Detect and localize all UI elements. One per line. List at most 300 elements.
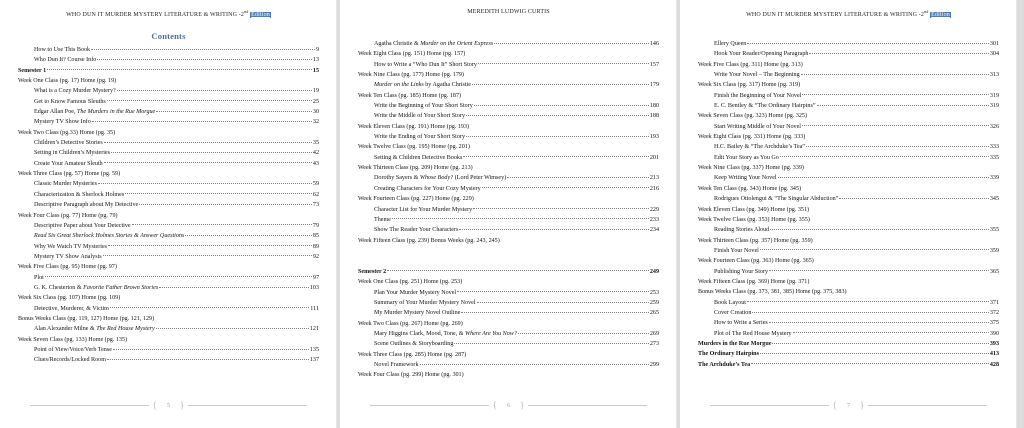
toc-page-number: 13 (312, 57, 319, 64)
toc-leader-dots (156, 328, 309, 329)
toc-leader-dots (802, 94, 989, 95)
running-header-title (18, 6, 319, 18)
toc-entry[interactable] (358, 215, 659, 225)
footer-rule-right (528, 405, 647, 406)
toc-entry-title-italic: Read Six Great Sherlock Holmes Stories & Answer Questions (34, 233, 185, 240)
toc-entry-label-text: Week Two Class (pg.33) Home (pg. 35) (18, 129, 116, 136)
toc-entry[interactable] (698, 173, 999, 183)
toc-section-heading[interactable] (698, 236, 999, 246)
header-spacer (698, 18, 999, 37)
toc-page-number: 9 (315, 47, 319, 53)
table-of-contents (358, 39, 659, 381)
toc-entry[interactable] (358, 60, 659, 70)
toc-entry[interactable] (358, 288, 659, 298)
toc-entry-label (358, 236, 500, 246)
toc-entry[interactable] (698, 225, 999, 235)
toc-leader-dots (45, 276, 312, 277)
toc-page-number: 97 (312, 274, 319, 281)
toc-page-number: 137 (309, 357, 319, 364)
toc-section-heading[interactable] (358, 49, 659, 59)
toc-section-heading[interactable] (358, 370, 659, 380)
toc-page-number: 92 (312, 253, 319, 260)
document-page[interactable] (340, 0, 677, 428)
toc-entry[interactable] (18, 107, 319, 117)
toc-entry-label-text: Creating Characters for Your Cozy Mystery (374, 185, 481, 192)
toc-entry-label (714, 91, 801, 101)
toc-page-number: 326 (989, 123, 999, 130)
toc-entry-label-text: Plan Your Murder Mystery Novel (374, 289, 457, 296)
toc-entry-label (34, 355, 106, 365)
toc-entry-label-text: Week Three Class (pg. 57) Home (pg. 59) (18, 171, 121, 178)
toc-entry-label (34, 273, 44, 283)
toc-entry-label-text: Edgar Allan Poe, (34, 109, 77, 116)
toc-entry[interactable] (698, 142, 999, 152)
toc-leader-dots (463, 156, 649, 157)
toc-entry[interactable] (698, 339, 999, 349)
toc-entry-label (698, 111, 807, 121)
toc-section-heading[interactable] (358, 277, 659, 287)
toc-leader-dots (97, 59, 312, 60)
footer-rule-left (710, 405, 829, 406)
toc-entry[interactable] (698, 39, 999, 49)
document-page[interactable] (680, 0, 1017, 428)
toc-entry-label-text: The Archduke’s Tea (698, 361, 751, 368)
toc-entry-label (374, 111, 465, 121)
toc-leader-dots (760, 249, 989, 250)
edition-link[interactable]: Edition (931, 12, 950, 18)
toc-page-number: 179 (649, 82, 659, 89)
toc-entry-label-text: Detective, Murderer, & Victim (34, 305, 109, 312)
toc-entry-label-text: Get to Know Famous Sleuths (34, 98, 106, 105)
toc-page-number: 253 (649, 289, 659, 296)
toc-entry-label (698, 256, 814, 266)
toc-entry[interactable] (698, 267, 999, 277)
toc-entry-label (358, 70, 464, 80)
toc-entry[interactable] (18, 283, 319, 293)
toc-entry-label (358, 49, 465, 59)
toc-entry-label-text: Children’s Detective Stories (34, 140, 103, 147)
toc-section-heading[interactable] (18, 314, 319, 324)
toc-leader-dots (747, 43, 989, 44)
toc-section-heading[interactable] (18, 169, 319, 179)
toc-entry[interactable] (698, 70, 999, 80)
toc-entry-label-text: Theme (374, 216, 391, 223)
toc-leader-dots (809, 53, 988, 54)
toc-section-heading[interactable] (358, 236, 659, 246)
toc-section-heading[interactable] (358, 122, 659, 132)
toc-entry[interactable] (358, 132, 659, 142)
toc-entry-label (714, 267, 768, 277)
toc-entry[interactable] (698, 360, 999, 370)
toc-entry-label-text: How to Write a “Who Dun It” Short Story (374, 61, 477, 68)
toc-section-heading[interactable] (358, 194, 659, 204)
toc-entry-label-text: Agatha Christie & (374, 41, 421, 47)
toc-entry[interactable] (18, 97, 319, 107)
toc-page-number: 355 (989, 227, 999, 234)
toc-page-number: 365 (989, 268, 999, 275)
toc-entry[interactable] (698, 246, 999, 256)
toc-page-number: 234 (649, 227, 659, 234)
toc-entry-label (374, 184, 481, 194)
toc-section-heading[interactable] (18, 293, 319, 303)
toc-entry-label (18, 293, 120, 303)
footer-bracket-right: } (860, 400, 865, 410)
toc-page-number: 393 (989, 340, 999, 347)
toc-entry[interactable] (358, 329, 659, 339)
footer-rule-left (30, 405, 149, 406)
toc-entry-label (374, 215, 391, 225)
toc-entry-label (358, 91, 461, 101)
toc-entry-label-text: Hook Your Reader/Opening Paragraph (714, 51, 809, 58)
toc-entry-label (374, 39, 493, 49)
toc-entry-label (358, 277, 462, 287)
toc-section-heading[interactable] (358, 70, 659, 80)
toc-entry[interactable] (18, 138, 319, 148)
contents-title: Contents (151, 31, 186, 41)
toc-entry-label-text: Character List for Your Murder Mystery (374, 206, 473, 213)
toc-entry-label-text: Dorothy Sayers & (374, 175, 420, 182)
toc-entry-label (34, 221, 131, 231)
toc-entry-label-text: Novel Framework (374, 361, 419, 368)
footer-rule-right (868, 405, 987, 406)
toc-section-heading[interactable] (358, 142, 659, 152)
running-header-author (358, 6, 659, 18)
footer-rule-right (188, 405, 307, 406)
toc-entry[interactable] (358, 298, 659, 308)
toc-entry-label-text: Ellery Queen (714, 41, 747, 47)
toc-page-number: 19 (312, 88, 319, 95)
toc-entry[interactable] (358, 360, 659, 370)
toc-page-number: 428 (989, 361, 999, 368)
toc-entry[interactable] (358, 80, 659, 90)
toc-entry-label (374, 308, 460, 318)
toc-entry[interactable] (698, 122, 999, 132)
toc-entry[interactable] (18, 179, 319, 189)
toc-leader-dots (769, 322, 989, 323)
toc-entry-label-text: Write the Middle of Your Short Story (374, 113, 465, 120)
toc-entry[interactable] (18, 190, 319, 200)
toc-entry[interactable] (358, 153, 659, 163)
toc-entry[interactable] (18, 66, 319, 76)
toc-entry[interactable] (358, 308, 659, 318)
toc-page-number: 259 (649, 299, 659, 306)
toc-entry-label (374, 153, 462, 163)
toc-leader-dots (806, 146, 989, 147)
toc-page-number: 213 (649, 175, 659, 182)
toc-entry-label (34, 231, 184, 241)
page-footer (680, 401, 1017, 410)
toc-entry-label-text: Week Six Class (pg. 317) Home (pg. 319) (698, 82, 801, 89)
toc-entry-label (714, 173, 777, 183)
toc-leader-dots (760, 353, 989, 354)
toc-entry[interactable] (18, 231, 319, 241)
toc-entry[interactable] (18, 345, 319, 355)
toc-entry-label (714, 70, 800, 80)
toc-entry-label-text: Week Twelve Class (pg. 195) Home (pg. 201) (358, 144, 470, 151)
toc-entry-label-suffix: by Agatha Christie (423, 82, 471, 89)
toc-entry[interactable] (358, 339, 659, 349)
toc-page-number: 372 (989, 309, 999, 316)
toc-entry[interactable] (358, 101, 659, 111)
toc-page-number: 79 (312, 222, 319, 229)
toc-entry-label (714, 298, 746, 308)
toc-entry-label-text: Week Fifteen Class (pg. 239) Bonus Weeks (pg. 243, 245) (358, 237, 500, 244)
toc-entry-label (698, 349, 759, 359)
toc-page-number: 359 (989, 247, 999, 254)
page-edge (1016, 0, 1017, 428)
toc-page-number: 304 (989, 51, 999, 58)
toc-entry-label-text: Finish Your Novel (714, 247, 759, 254)
toc-entry[interactable] (18, 200, 319, 210)
toc-entry-label (34, 148, 110, 158)
toc-entry-label-text: Write Your Novel – The Beginning (714, 72, 800, 79)
toc-entry-label-text: Alan Alexander Milne & (34, 326, 97, 333)
toc-entry-label-text: Week Eleven Class (pg. 191) Home (pg. 193) (358, 123, 470, 130)
toc-page-number: 157 (649, 61, 659, 68)
toc-section-heading[interactable] (358, 319, 659, 329)
toc-entry[interactable] (18, 117, 319, 127)
running-header-ordinal: nd (244, 9, 249, 14)
toc-entry[interactable] (698, 153, 999, 163)
toc-section-heading[interactable] (358, 163, 659, 173)
toc-section-heading[interactable] (698, 132, 999, 142)
toc-section-heading[interactable] (18, 335, 319, 345)
toc-section-heading[interactable] (698, 287, 999, 297)
toc-page-number: 301 (989, 41, 999, 47)
toc-entry[interactable] (358, 184, 659, 194)
toc-entry-label (714, 49, 808, 59)
footer-bracket-right: } (520, 400, 525, 410)
toc-entry-label (358, 194, 474, 204)
toc-leader-dots (769, 270, 989, 271)
toc-entry-label-text: Show The Reader Your Characters (374, 227, 459, 234)
toc-page-number: 121 (309, 326, 319, 333)
toc-entry[interactable] (18, 273, 319, 283)
toc-leader-dots (107, 359, 309, 360)
toc-entry-label (714, 194, 838, 204)
toc-entry[interactable] (698, 329, 999, 339)
toc-entry-label (698, 277, 809, 287)
toc-entry-label (374, 360, 419, 370)
toc-entry-label-text: Setting in Children’s Mysteries (34, 150, 110, 157)
toc-entry[interactable] (358, 267, 659, 277)
toc-entry[interactable] (18, 148, 319, 158)
toc-section-heading[interactable] (358, 350, 659, 360)
toc-entry-label-text: Bonus Weeks Class (pg. 373, 381, 385) Home (pg. 375, 383) (698, 289, 847, 296)
toc-leader-dots (751, 363, 989, 364)
toc-page-number: 42 (312, 150, 319, 157)
toc-leader-dots (747, 301, 989, 302)
toc-entry-title-italic: The Murders in the Rue Morgue (77, 109, 156, 116)
toc-entry-label (358, 350, 466, 360)
toc-entry-label-text: Write the Beginning of Your Short Story (374, 103, 473, 110)
toc-entry-label (698, 236, 813, 246)
page-number: 6 (506, 402, 511, 409)
toc-leader-dots (472, 84, 649, 85)
toc-entry[interactable] (18, 221, 319, 231)
toc-entry[interactable] (18, 252, 319, 262)
toc-entry-label-text: My Murder Mystery Novel Outline (374, 310, 461, 317)
toc-leader-dots (159, 287, 309, 288)
toc-section-heading[interactable] (698, 184, 999, 194)
toc-entry-label-text: Who Dun It? Course Info (34, 57, 97, 64)
toc-leader-dots (47, 69, 312, 70)
toc-entry-label-text: Week Five Class (pg. 95) Home (pg. 97) (18, 264, 117, 271)
toc-section-heading[interactable] (18, 211, 319, 221)
toc-section-heading[interactable] (18, 76, 319, 86)
toc-entry-label (34, 283, 158, 293)
toc-entry-label-text: Week Fourteen Class (pg. 227) Home (pg. 229) (358, 196, 474, 203)
toc-entry[interactable] (698, 194, 999, 204)
toc-section-heading[interactable] (698, 215, 999, 225)
toc-leader-dots (839, 198, 988, 199)
toc-entry[interactable] (18, 324, 319, 334)
toc-entry[interactable] (698, 349, 999, 359)
toc-leader-dots (125, 193, 312, 194)
toc-entry-label-text: Book Layout (714, 299, 746, 306)
toc-entry-label-text: Week Four Class (pg. 299) Home (pg. 301) (358, 372, 464, 379)
toc-leader-dots (392, 218, 649, 219)
toc-leader-dots (104, 162, 312, 163)
toc-entry[interactable] (358, 205, 659, 215)
toc-entry-label (34, 159, 103, 169)
toc-leader-dots (817, 105, 989, 106)
document-page[interactable] (0, 0, 337, 428)
toc-entry[interactable] (698, 308, 999, 318)
toc-entry[interactable] (358, 225, 659, 235)
toc-entry[interactable] (358, 111, 659, 121)
toc-gap (358, 246, 659, 267)
toc-entry[interactable] (698, 318, 999, 328)
table-of-contents (698, 39, 999, 370)
toc-entry-label-text: Start Writing Middle of Your Novel (714, 123, 801, 130)
toc-section-heading[interactable] (18, 128, 319, 138)
toc-entry-label-text: Week Seven Class (pg. 323) Home (pg. 325) (698, 113, 808, 120)
toc-section-heading[interactable] (698, 256, 999, 266)
toc-entry-label (34, 179, 97, 189)
toc-entry-label (34, 107, 155, 117)
toc-leader-dots (461, 312, 649, 313)
toc-entry[interactable] (358, 39, 659, 49)
toc-leader-dots (457, 291, 649, 292)
toc-entry-label (714, 318, 768, 328)
toc-entry-label-text: Rodrigues Ottolengui & “The Singular Abduction” (714, 196, 839, 203)
toc-section-heading[interactable] (698, 163, 999, 173)
toc-page-number: 62 (312, 191, 319, 198)
toc-section-heading[interactable] (698, 60, 999, 70)
toc-leader-dots (518, 333, 649, 334)
toc-entry-label-text: Week Ten Class (pg. 343) Home (pg. 345) (698, 185, 802, 192)
toc-entry[interactable] (698, 91, 999, 101)
footer-bracket-right: } (180, 400, 185, 410)
toc-leader-dots (780, 156, 989, 157)
toc-entry-label (34, 55, 96, 65)
toc-leader-dots (113, 349, 309, 350)
toc-leader-dots (459, 229, 649, 230)
toc-entry-label (34, 252, 102, 262)
toc-entry-label (374, 60, 477, 70)
toc-entry-label-text: Week Two Class (pg. 267) Home (pg. 269) (358, 320, 463, 327)
toc-entry[interactable] (18, 242, 319, 252)
toc-entry-label (698, 287, 847, 297)
toc-leader-dots (107, 100, 312, 101)
edition-link[interactable]: Edition (251, 12, 270, 18)
toc-leader-dots (466, 115, 649, 116)
toc-section-heading[interactable] (698, 111, 999, 121)
toc-page-number: 15 (312, 67, 319, 74)
toc-entry-label (34, 200, 138, 210)
toc-section-heading[interactable] (358, 91, 659, 101)
toc-entry-label (698, 184, 801, 194)
toc-leader-dots (752, 312, 988, 313)
toc-entry-label-text: Mystery TV Show Info (34, 119, 91, 126)
toc-entry-label (698, 205, 809, 215)
toc-entry-label (34, 86, 116, 96)
toc-page-number: 299 (649, 361, 659, 368)
toc-entry-label-text: Week Nine Class (pg. 177) Home (pg. 179) (358, 72, 464, 79)
toc-entry-label (374, 80, 471, 90)
toc-entry-label (34, 242, 107, 252)
toc-leader-dots (420, 364, 649, 365)
toc-entry[interactable] (18, 304, 319, 314)
toc-page-number: 30 (312, 109, 319, 116)
toc-entry-label (714, 122, 801, 132)
toc-page-number: 413 (989, 351, 999, 358)
toc-entry-label-text: G. K. Chesterton & (34, 284, 84, 291)
toc-entry-label-text: Semester 2 (358, 268, 387, 275)
toc-leader-dots (478, 63, 649, 64)
toc-section-heading[interactable] (698, 80, 999, 90)
toc-leader-dots (466, 136, 649, 137)
toc-entry[interactable] (18, 159, 319, 169)
toc-entry-label (698, 132, 805, 142)
toc-leader-dots (117, 90, 312, 91)
toc-entry[interactable] (698, 298, 999, 308)
toc-entry-label (18, 211, 118, 221)
toc-entry[interactable] (18, 86, 319, 96)
toc-entry[interactable] (18, 45, 319, 55)
toc-entry-label-text: Week Five Class (pg. 311) Home (pg. 313) (698, 61, 803, 68)
toc-entry-label-text: Point of View/Voice/Verb Tense (34, 346, 112, 353)
toc-entry-label-text: Scene Outlines & Storyboarding (374, 341, 454, 348)
toc-entry[interactable] (18, 355, 319, 365)
page-footer (0, 401, 337, 410)
toc-leader-dots (110, 307, 309, 308)
toc-page-number: 193 (649, 134, 659, 141)
toc-section-heading[interactable] (698, 205, 999, 215)
toc-entry-label-suffix: (Lord Peter Wimsey) (453, 175, 507, 182)
toc-entry-label (698, 339, 771, 349)
toc-entry-label (714, 142, 805, 152)
toc-entry[interactable] (18, 55, 319, 65)
toc-entry-title-italic: The Red House Mystery (96, 326, 155, 333)
toc-entry[interactable] (698, 101, 999, 111)
toc-entry[interactable] (698, 49, 999, 59)
toc-page-number: 273 (649, 341, 659, 348)
toc-page-number: 89 (312, 243, 319, 250)
toc-entry-label (698, 60, 803, 70)
toc-entry-label-text: Write the Ending of Your Short Story (374, 134, 465, 141)
toc-entry[interactable] (358, 173, 659, 183)
toc-entry-title-italic: Where Are You Now? (465, 330, 517, 337)
toc-entry-label-text: Week Fifteen Class (pg. 369) Home (pg. 371) (698, 278, 810, 285)
toc-entry-label (18, 76, 116, 86)
toc-leader-dots (507, 177, 649, 178)
toc-section-heading[interactable] (18, 262, 319, 272)
toc-page-number: 335 (989, 154, 999, 161)
toc-leader-dots (482, 187, 649, 188)
toc-section-heading[interactable] (698, 277, 999, 287)
